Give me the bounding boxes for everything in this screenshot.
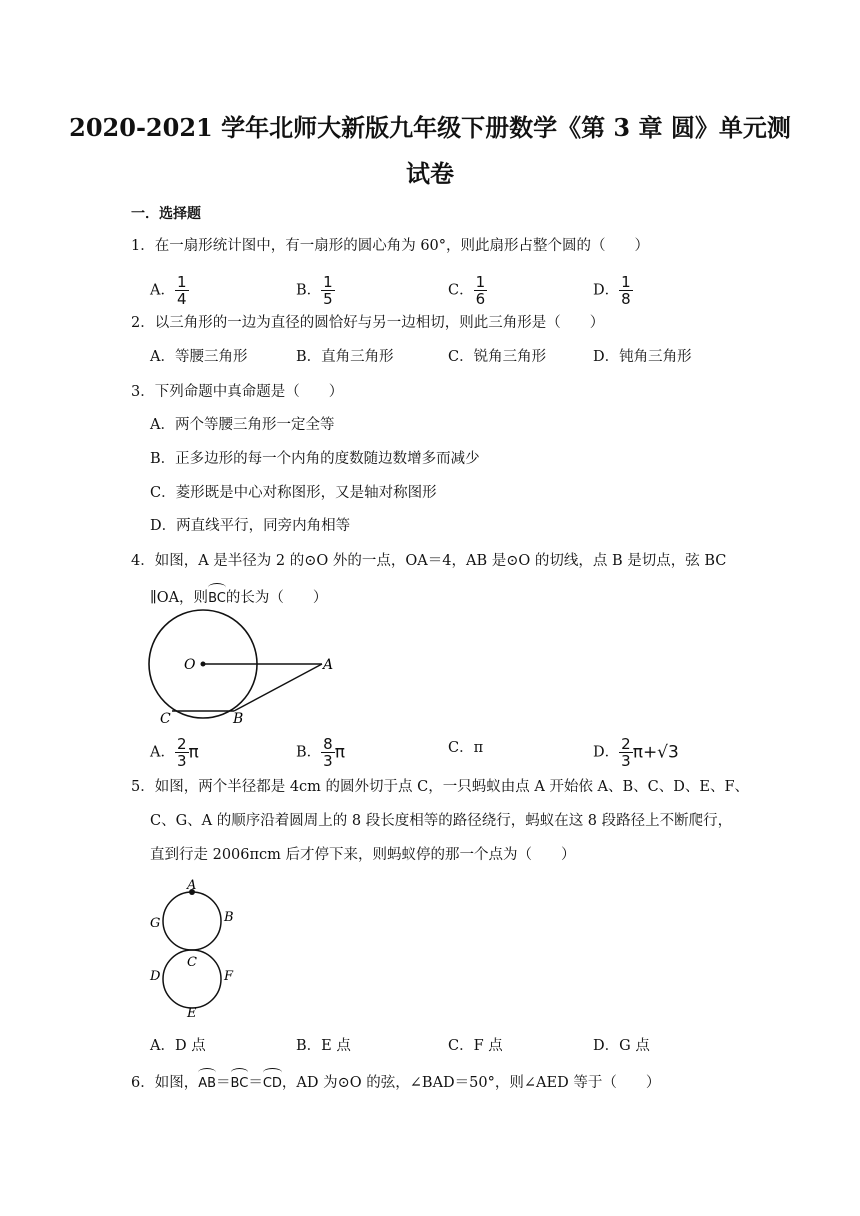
q5-option-b: B．E 点 <box>296 1038 351 1054</box>
arc-notation: CD <box>263 1070 282 1094</box>
question-3-text: 3．下列命题中真命题是（ ） <box>131 384 344 400</box>
fraction: $\frac{1}{6}$ <box>475 273 486 308</box>
question-4-text: 4．如图，A 是半径为 2 的⊙O 外的一点，OA＝4，AB 是⊙O 的切线，点 B 是切点，弦 BC <box>131 553 727 569</box>
question-4-text-continued: ∥OA，则BC的长为（ ） <box>150 585 327 609</box>
section-heading: 一．选择题 <box>131 206 201 222</box>
question-2-text: 2．以三角形的一边为直径的圆恰好与另一边相切，则此三角形是（ ） <box>131 315 605 331</box>
fraction: $\frac{1}{5}$ <box>323 273 333 308</box>
q5-option-c: C．F 点 <box>448 1038 503 1054</box>
page-title: 2020-2021 学年北师大新版九年级下册数学《第 3 章 圆》单元测 <box>69 113 791 142</box>
label-e: E <box>187 1006 197 1021</box>
q3-option-d: D．两直线平行，同旁内角相等 <box>150 518 351 534</box>
q3-option-b: B．正多边形的每一个内角的度数随边数增多而减少 <box>150 451 480 467</box>
q1-option-c: C． $\frac{1}{6}$ <box>448 273 486 308</box>
fraction: $\frac{8}{3}$ <box>323 735 333 770</box>
label-o: O <box>184 657 196 673</box>
q2-option-d: D．钝角三角形 <box>593 349 692 365</box>
label-b: B <box>233 711 244 727</box>
question-5-text-line2: C、G、A 的顺序沿着圆周上的 8 段长度相等的路径绕行，蚂蚁在这 8 段路径上不断爬行， <box>150 813 733 829</box>
label-g: G <box>150 916 161 931</box>
question-6-text: 6．如图，AB＝BC＝CD，AD 为⊙O 的弦，∠BAD＝50°，则∠AED 等于（ ） <box>131 1070 660 1094</box>
arc-notation: BC <box>208 585 226 609</box>
q3-option-a: A．两个等腰三角形一定全等 <box>150 417 335 433</box>
label-c: C <box>160 711 171 727</box>
label-a: A <box>187 878 197 893</box>
label-d: D <box>150 969 161 984</box>
arc-notation: AB <box>198 1070 216 1094</box>
q3-option-c: C．菱形既是中心对称图形，又是轴对称图形 <box>150 485 437 501</box>
label-f: F <box>224 969 234 984</box>
question-5-text-line3: 直到行走 2006πcm 后才停下来，则蚂蚁停的那一个点为（ ） <box>150 847 576 863</box>
q4-option-b: B． $\frac{8}{3}$ π <box>296 735 345 770</box>
q4-option-d: D． $\frac{2}{3}$ π+√3 <box>593 735 679 770</box>
question-5-text: 5．如图，两个半径都是 4cm 的圆外切于点 C，一只蚂蚁由点 A 开始依 A、B、C、D、E、F、 <box>131 779 750 795</box>
q4-option-a: A． $\frac{2}{3}$ π <box>150 735 199 770</box>
q2-option-b: B．直角三角形 <box>296 349 394 365</box>
label-a: A <box>323 657 334 673</box>
q1-option-b: B． $\frac{1}{5}$ <box>296 273 333 308</box>
q2-option-a: A．等腰三角形 <box>150 349 248 365</box>
label-b: B <box>224 910 234 925</box>
arc-notation: BC <box>231 1070 249 1094</box>
fraction: $\frac{1}{8}$ <box>621 273 631 308</box>
fraction: $\frac{2}{3}$ <box>621 735 631 770</box>
q1-option-d: D． $\frac{1}{8}$ <box>593 273 631 308</box>
page-title-continued: 试卷 <box>406 159 454 188</box>
q1-option-a: A． $\frac{1}{4}$ <box>150 273 187 308</box>
fraction: $\frac{1}{4}$ <box>176 273 187 308</box>
two-circles-figure <box>140 876 240 1022</box>
fraction: $\frac{2}{3}$ <box>176 735 187 770</box>
q2-option-c: C．锐角三角形 <box>448 349 547 365</box>
circle-tangent-figure <box>140 605 340 727</box>
q5-option-a: A．D 点 <box>150 1038 206 1054</box>
q4-option-c: C．π <box>448 740 484 756</box>
label-c: C <box>187 955 197 970</box>
question-1-text: 1．在一扇形统计图中，有一扇形的圆心角为 60°，则此扇形占整个圆的（ ） <box>131 238 650 254</box>
q5-option-d: D．G 点 <box>593 1038 650 1054</box>
